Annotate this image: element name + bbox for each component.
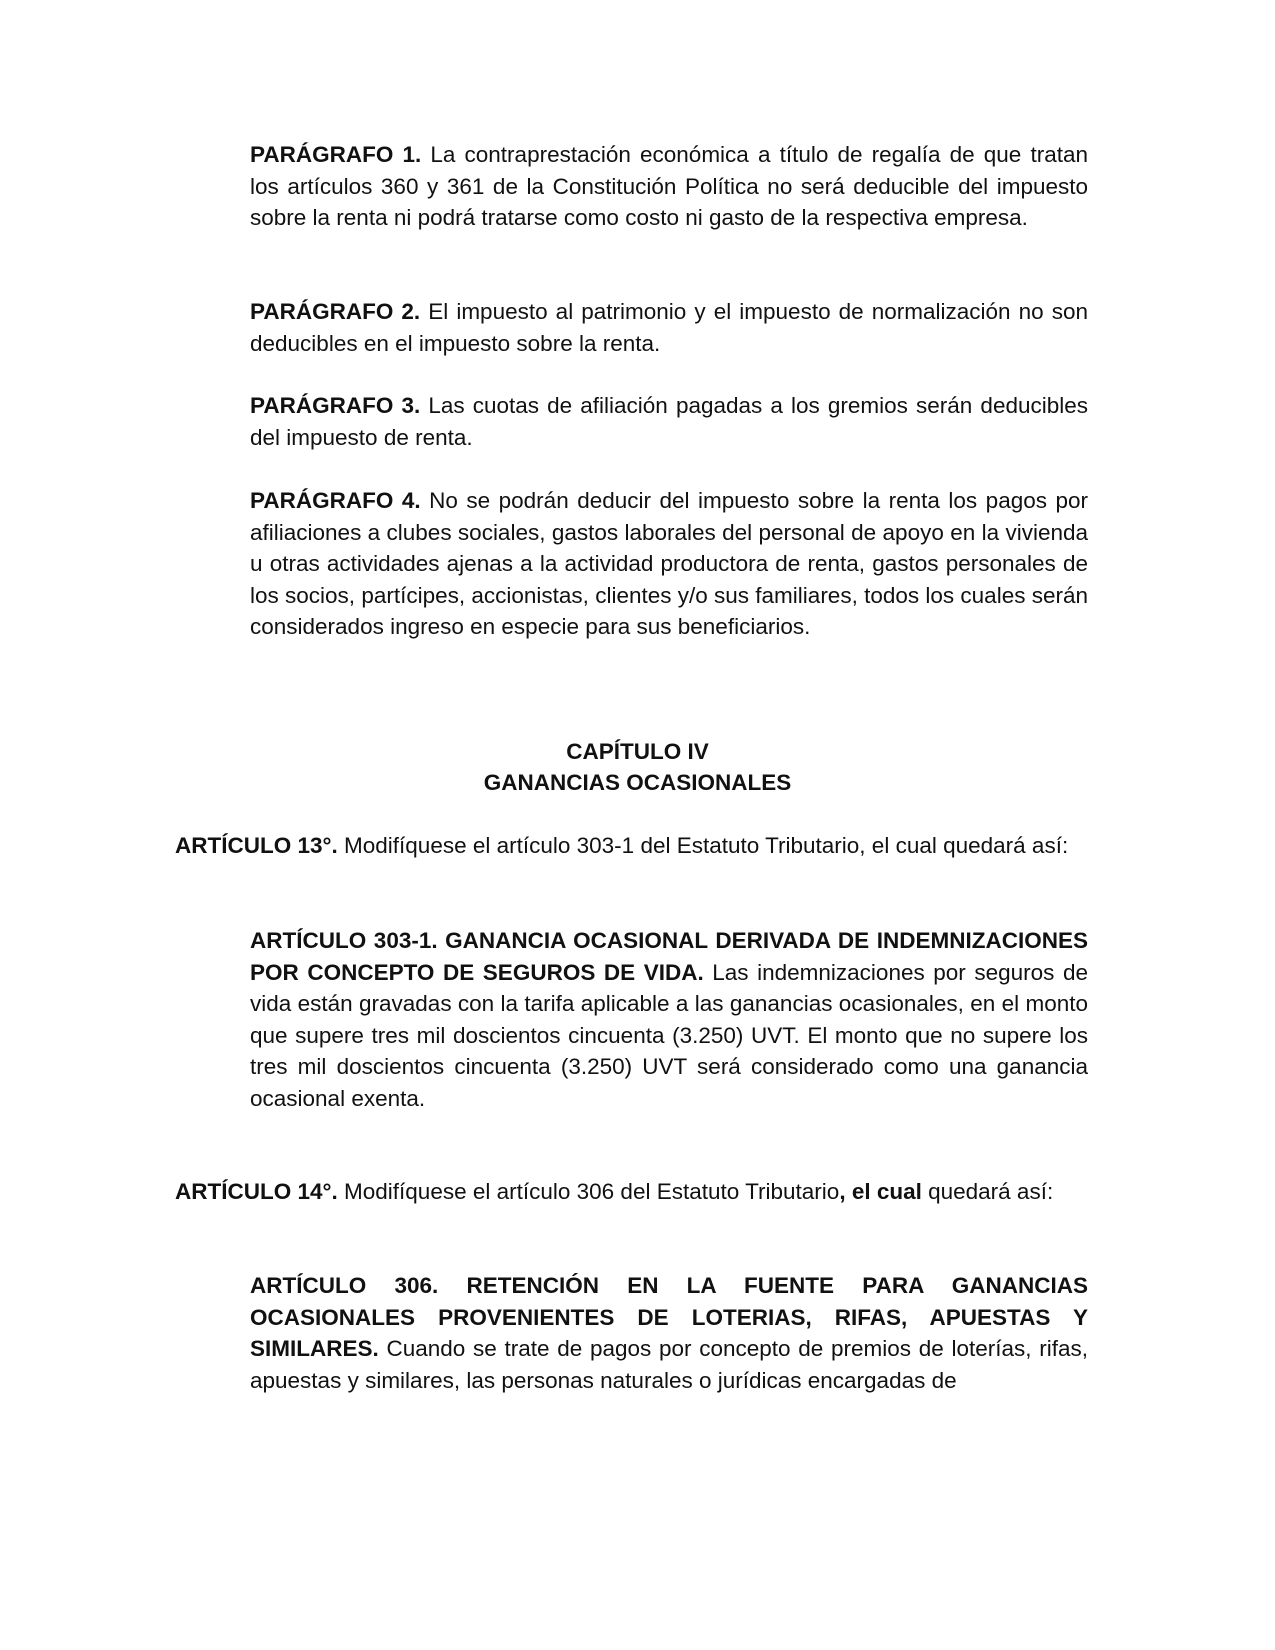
paragrafo-2 bbox=[250, 296, 1088, 359]
articulo-303-1-label: ARTÍCULO 303-1. GANANCIA OCASIONAL DERIVADA DE INDEMNIZACIONES POR CONCEPTO DE SEGUROS DE VIDA. bbox=[250, 928, 1088, 985]
paragrafo-3 bbox=[250, 390, 1088, 453]
articulo-14-text-a: Modifíquese el artículo 306 del Estatuto Tributario bbox=[337, 1179, 840, 1204]
paragrafo-2-label: PARÁGRAFO 2. bbox=[250, 299, 421, 324]
paragrafo-1-label: PARÁGRAFO 1. bbox=[250, 142, 422, 167]
paragrafo-4 bbox=[250, 485, 1088, 643]
articulo-14-label: ARTÍCULO 14°. bbox=[175, 1179, 338, 1204]
paragrafo-4-text: No se podrán deducir del impuesto sobre la renta los pagos por afiliaciones a clubes sociales, gastos laborales del personal de apoyo en la vivienda u otras actividades ajenas a la actividad productora de renta, gastos personales de los socios, partícipes, accionistas, clientes y/o sus familiares, todos los cuales serán considerados ingreso en especie para sus beneficiarios. bbox=[250, 488, 1089, 639]
paragrafo-1-text: La contraprestación económica a título de regalía de que tratan los artículos 360 y 361 de la Constitución Política no será deducible del impuesto sobre la renta ni podrá tratarse como costo ni gasto de la respectiva empresa. bbox=[250, 142, 1088, 230]
articulo-13-label: ARTÍCULO 13°. bbox=[175, 833, 338, 858]
chapter-number: CAPÍTULO IV bbox=[566, 739, 709, 764]
articulo-306-label: ARTÍCULO 306. RETENCIÓN EN LA FUENTE PARA GANANCIAS OCASIONALES PROVENIENTES DE LOTERIAS, RIFAS, APUESTAS Y SIMILARES. bbox=[250, 1273, 1088, 1361]
paragrafo-3-label: PARÁGRAFO 3. bbox=[250, 393, 421, 418]
paragrafo-3-text: Las cuotas de afiliación pagadas a los gremios serán deducibles del impuesto de renta. bbox=[250, 393, 1089, 450]
articulo-13-text: Modifíquese el artículo 303-1 del Estatuto Tributario, el cual quedará así: bbox=[337, 833, 1069, 858]
articulo-306-text: Cuando se trate de pagos por concepto de premios de loterías, rifas, apuestas y similares, las personas naturales o jurídicas encargadas de bbox=[250, 1336, 1088, 1393]
paragrafo-2-text: El impuesto al patrimonio y el impuesto de normalización no son deducibles en el impuesto sobre la renta. bbox=[250, 299, 1088, 356]
articulo-14-text-bold: , el cual bbox=[839, 1179, 922, 1204]
paragrafo-4-label: PARÁGRAFO 4. bbox=[250, 488, 421, 513]
articulo-306 bbox=[250, 1270, 1088, 1396]
chapter-title: GANANCIAS OCASIONALES bbox=[483, 770, 792, 795]
articulo-14 bbox=[175, 1176, 1088, 1208]
articulo-13 bbox=[175, 830, 1088, 862]
articulo-14-text-b: quedará así: bbox=[921, 1179, 1054, 1204]
articulo-303-1 bbox=[250, 925, 1088, 1114]
paragrafo-1 bbox=[250, 139, 1088, 234]
articulo-303-1-text: Las indemnizaciones por seguros de vida están gravadas con la tarifa aplicable a las ganancias ocasionales, en el monto que supere tres mil doscientos cincuenta (3.250) UVT. El monto que no supere los tres mil doscientos cincuenta (3.250) UVT será considerado como una ganancia ocasional exenta. bbox=[250, 959, 1088, 1111]
